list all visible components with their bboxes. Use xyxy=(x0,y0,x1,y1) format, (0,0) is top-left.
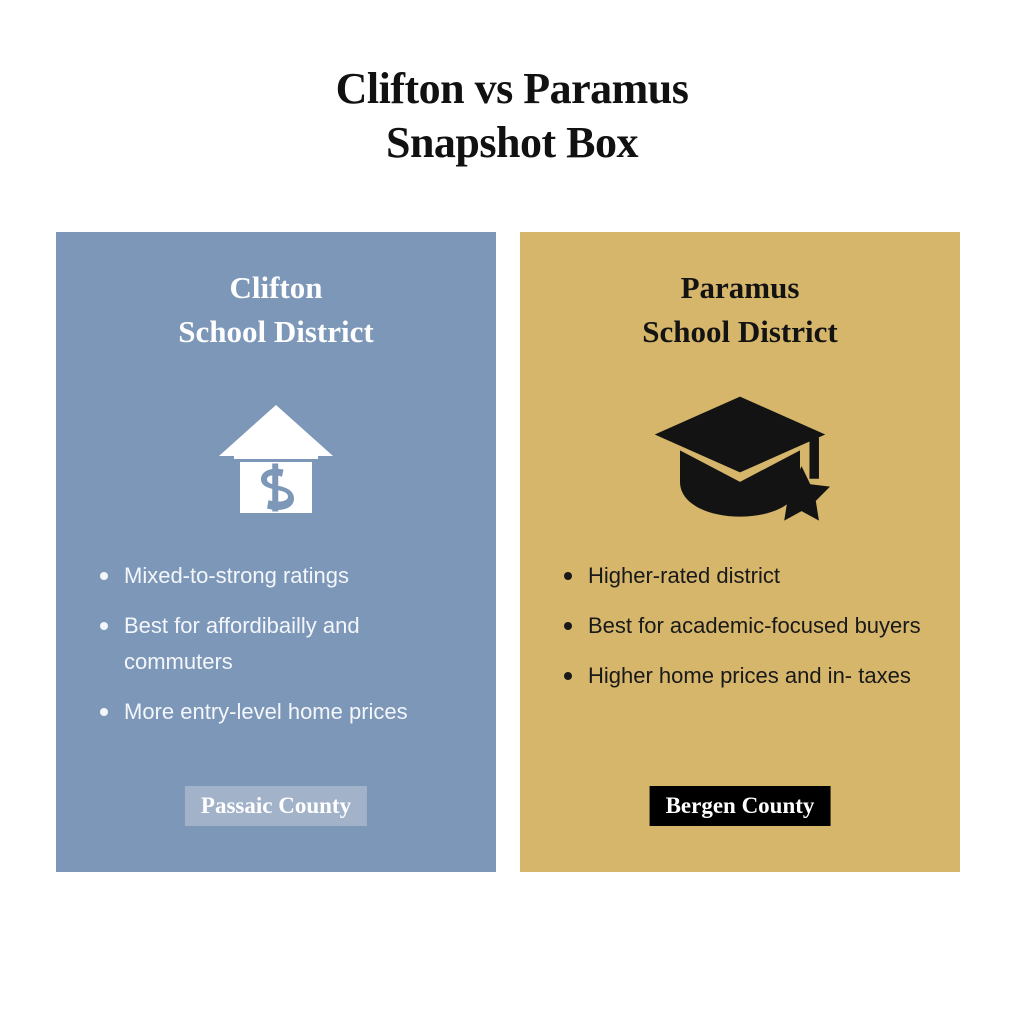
list-item: Higher home prices and in- taxes xyxy=(550,658,930,694)
status-badge-bergen-county: Bergen County xyxy=(650,786,831,826)
list-item: Best for academic-focused buyers xyxy=(550,608,930,644)
card-paramus-bullets xyxy=(550,558,930,708)
card-clifton-bullets xyxy=(86,558,466,744)
list-item: Mixed-to-strong ratings xyxy=(86,558,466,594)
page-title-line-1: Clifton vs Paramus xyxy=(335,64,689,113)
card-paramus xyxy=(520,232,960,872)
status-badge-passaic-county: Passaic County xyxy=(185,786,367,826)
card-paramus-title-line-2: School District xyxy=(642,314,838,349)
card-clifton-title-line-2: School District xyxy=(178,314,374,349)
card-clifton xyxy=(56,232,496,872)
list-item: More entry-level home prices xyxy=(86,694,466,730)
page-title xyxy=(0,62,1024,170)
house-dollar-icon xyxy=(201,374,351,544)
graduation-cap-star-icon xyxy=(645,374,835,544)
page-title-line-2: Snapshot Box xyxy=(385,118,638,167)
card-paramus-title-line-1: Paramus xyxy=(680,270,800,305)
comparison-cards xyxy=(56,232,968,872)
card-clifton-title-line-1: Clifton xyxy=(229,270,323,305)
list-item: Higher-rated district xyxy=(550,558,930,594)
list-item: Best for affordibailly and commuters xyxy=(86,608,466,680)
